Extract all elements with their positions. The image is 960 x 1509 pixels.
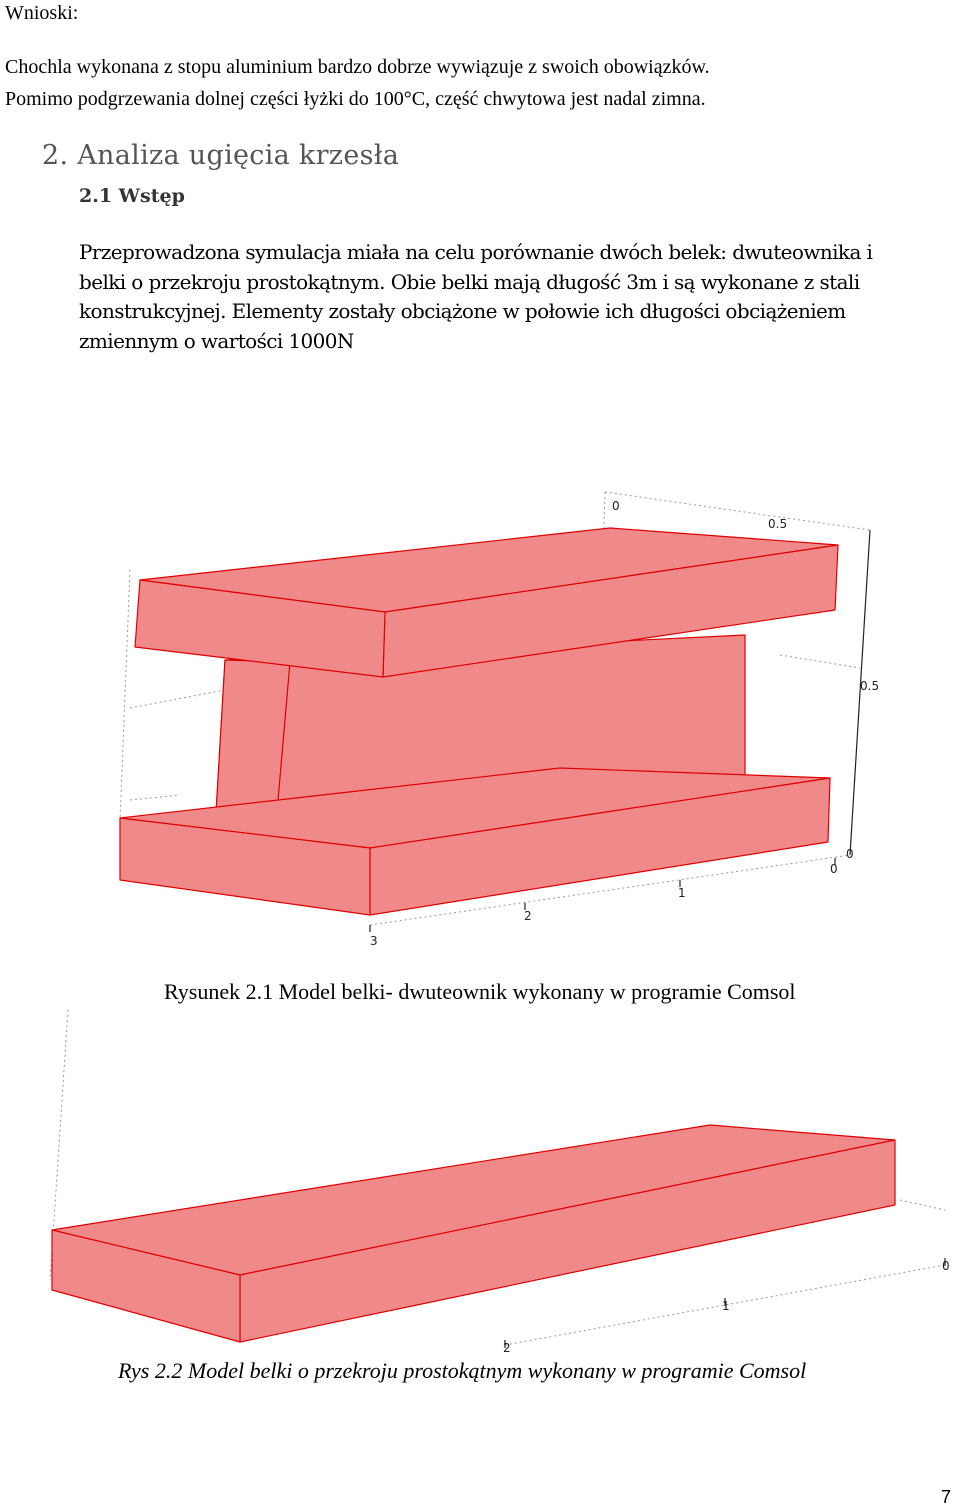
section-title: 2. Analiza ugięcia krzesła <box>42 140 400 171</box>
tick-label: 1 <box>678 886 686 900</box>
paragraph-line: zmiennym o wartości 1000N <box>79 328 354 353</box>
tick-label: 0.5 <box>768 517 788 531</box>
conclusions-line-2: Pomimo podgrzewania dolnej części łyżki do 100°C, część chwytowa jest nadal zimna. <box>5 88 706 110</box>
figure-i-beam <box>0 430 960 990</box>
conclusions-heading: Wnioski: <box>5 2 79 24</box>
section-subtitle: 2.1 Wstęp <box>79 185 185 207</box>
intro-paragraph <box>79 238 939 356</box>
figure-2-caption: Rys 2.2 Model belki o przekroju prostokątnym wykonany w programie Comsol <box>118 1358 807 1383</box>
conclusions-line-1: Chochla wykonana z stopu aluminium bardzo dobrze wywiązuje z swoich obowiązków. <box>5 56 710 78</box>
tick-label: 3 <box>370 934 378 948</box>
i-beam-shape <box>120 528 838 915</box>
tick-label: 0.5 <box>860 679 880 693</box>
paragraph-line: konstrukcyjnej. Elementy zostały obciążone w połowie ich długości obciążeniem <box>79 299 846 323</box>
tick-label: 0 <box>942 1259 950 1273</box>
figure-1-caption: Rysunek 2.1 Model belki- dwuteownik wykonany w programie Comsol <box>164 979 796 1004</box>
tick-label: 0 <box>612 499 620 513</box>
tick-label: 1 <box>722 1299 730 1313</box>
figure-rectangular-beam <box>0 1005 960 1375</box>
tick-label: 2 <box>524 909 532 923</box>
paragraph-line: Przeprowadzona symulacja miała na celu porównanie dwóch belek: dwuteownika i <box>79 240 873 264</box>
tick-label: 0 <box>830 862 838 876</box>
page-number: 7 <box>941 1487 952 1507</box>
tick-label: 0 <box>846 847 854 861</box>
tick-label: 2 <box>503 1341 511 1355</box>
paragraph-line: belki o przekroju prostokątnym. Obie belki mają długość 3m i są wykonane z stali <box>79 269 860 294</box>
rectangular-beam-shape <box>52 1125 895 1342</box>
